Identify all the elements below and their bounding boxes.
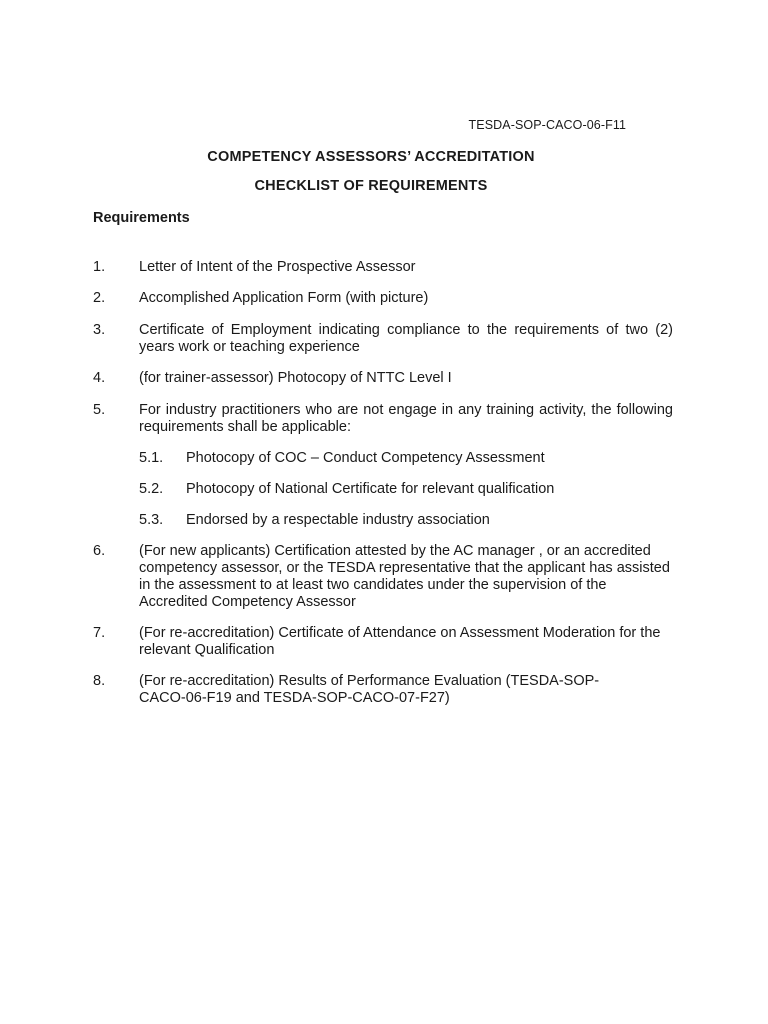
item-text: (for trainer-assessor) Photocopy of NTTC Level I <box>139 370 452 386</box>
subitem-text: Endorsed by a respectable industry association <box>186 512 490 528</box>
item-text: (For new applicants) Certification attested by the AC manager , or an accredited competency assessor, or the TESDA representative that the applicant has assisted in the assessment to at least two candidates under the supervision of the Accredited Competency Assessor <box>139 543 670 610</box>
item-text: For industry practitioners who are not engage in any training activity, the following requirements shall be applicable: <box>139 402 673 435</box>
sub-list-item <box>139 450 673 467</box>
item-text: (For re-accreditation) Certificate of Attendance on Assessment Moderation for the relevant Qualification <box>139 625 661 658</box>
item-number: 1. <box>93 259 106 275</box>
item-number: 5. <box>93 402 106 418</box>
item-number: 2. <box>93 290 106 306</box>
sub-list-item <box>139 481 673 498</box>
list-item <box>93 370 673 387</box>
item-text: Certificate of Employment indicating compliance to the requirements of two (2) years work or teaching experience <box>139 322 673 355</box>
sub-list-item <box>139 512 673 529</box>
document-title: COMPETENCY ASSESSORS’ ACCREDITATION <box>207 149 535 165</box>
item-number: 6. <box>93 543 106 559</box>
requirements-heading: Requirements <box>93 210 190 226</box>
item-number: 7. <box>93 625 106 641</box>
item-text: Accomplished Application Form (with picture) <box>139 290 429 306</box>
item-text: Letter of Intent of the Prospective Assessor <box>139 259 416 275</box>
subitem-number: 5.3. <box>139 512 164 528</box>
document-subtitle: CHECKLIST OF REQUIREMENTS <box>254 178 488 194</box>
list-item <box>93 259 673 276</box>
list-item <box>93 290 673 307</box>
subitem-text: Photocopy of National Certificate for relevant qualification <box>186 481 555 497</box>
list-item <box>93 673 673 707</box>
item-number: 8. <box>93 673 106 689</box>
list-item <box>93 402 673 436</box>
list-item <box>93 543 673 611</box>
subitem-number: 5.2. <box>139 481 164 497</box>
item-text: (For re-accreditation) Results of Performance Evaluation (TESDA-SOP-CACO-06-F19 and TESDA-SOP-CACO-07-F27) <box>139 673 600 706</box>
item-number: 4. <box>93 370 106 386</box>
subitem-number: 5.1. <box>139 450 164 466</box>
subitem-text: Photocopy of COC – Conduct Competency Assessment <box>186 450 545 466</box>
document-code: TESDA-SOP-CACO-06-F11 <box>468 118 626 132</box>
item-number: 3. <box>93 322 106 338</box>
list-item <box>93 625 673 659</box>
list-item <box>93 322 673 356</box>
